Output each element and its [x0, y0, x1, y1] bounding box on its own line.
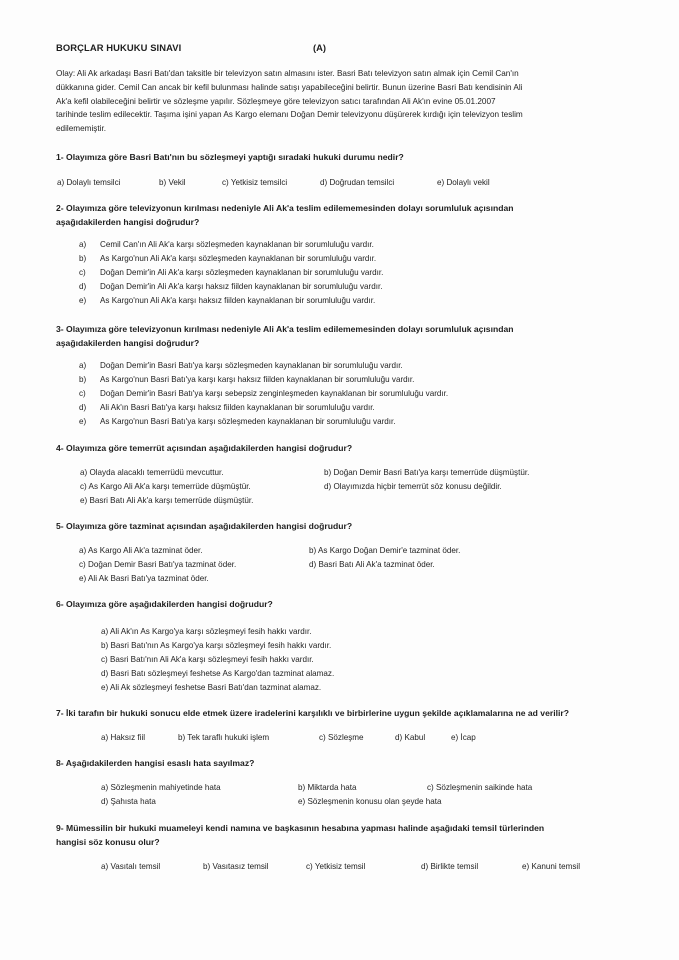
option-text: Ali Ak'ın Basri Batı'ya karşı haksız fiilden kaynaklanan bir sorumluluğu vardır.	[100, 402, 375, 412]
q9-option-b[interactable]: b) Vasıtasız temsil	[203, 862, 269, 871]
q9-option-c[interactable]: c) Yetkisiz temsil	[306, 862, 366, 871]
question-2	[56, 201, 514, 229]
option-letter: d)	[79, 281, 87, 291]
question-text: hangisi söz konusu olur?	[56, 837, 160, 847]
q8-option-d[interactable]: d) Şahısta hata	[101, 797, 156, 806]
q4-option-b[interactable]: b) Doğan Demir Basri Batı'ya karşı temerrüde düşmüştür.	[324, 468, 530, 477]
option-letter: a)	[79, 361, 87, 370]
q2-option-e[interactable]	[79, 294, 383, 308]
option-text: As Kargo'nun Basri Batı'ya karşı sözleşmeden kaynaklanan bir sorumluluğu vardır.	[100, 416, 396, 426]
question-text: 1- Olayımıza göre Basri Batı'nın bu sözleşmeyi yaptığı sıradaki hukuki durumu nedir?	[56, 152, 404, 162]
option-letter: d)	[79, 402, 87, 412]
story-line: dükkanına gider. Cemil Can ancak bir kefil bulunması halinde satışı yapabileceğini belirtir. Bunun üzerine Basri Batı kendisinin Ali	[56, 82, 523, 92]
q2-option-d[interactable]	[79, 280, 383, 294]
q8-option-a[interactable]: a) Sözleşmenin mahiyetinde hata	[101, 783, 221, 792]
option-text: Cemil Can'ın Ali Ak'a karşı sözleşmeden kaynaklanan bir sorumluluğu vardır.	[100, 240, 374, 249]
question-3	[56, 322, 514, 350]
question-text: 9- Mümessilin bir hukuki muameleyi kendi namına ve başkasının hesabına yapması halinde aşağıdaki temsil türlerinden	[56, 823, 545, 833]
q7-option-d[interactable]: d) Kabul	[395, 733, 426, 742]
q2-options	[79, 238, 383, 308]
q6-option-e[interactable]: e) Ali Ak sözleşmeyi feshetse Basri Batı'dan tazminat alamaz.	[101, 682, 322, 692]
question-8	[56, 756, 254, 770]
story-line: edilememiştir.	[56, 124, 107, 134]
q5-option-d[interactable]: d) Basri Batı Ali Ak'a tazminat öder.	[309, 560, 435, 569]
question-text: 8- Aşağıdakilerden hangisi esaslı hata sayılmaz?	[56, 758, 255, 768]
question-6	[56, 597, 273, 611]
q2-option-b[interactable]	[79, 252, 383, 266]
q5-option-a[interactable]: a) As Kargo Ali Ak'a tazminat öder.	[79, 546, 203, 555]
case-story	[56, 67, 660, 136]
q8-option-e[interactable]: e) Sözleşmenin konusu olan şeyde hata	[298, 797, 442, 806]
q6-option-c[interactable]: c) Basri Batı'nın Ali Ak'a karşı sözleşmeyi fesih hakkı vardır.	[101, 654, 314, 664]
question-text: aşağıdakilerden hangisi doğrudur?	[56, 338, 200, 348]
q1-option-e[interactable]: e) Dolaylı vekil	[437, 178, 490, 187]
option-text: Doğan Demir'in Basri Batı'ya karşı sözleşmeden kaynaklanan bir sorumluluğu vardır.	[100, 361, 403, 370]
option-letter: e)	[79, 416, 87, 426]
question-7	[56, 706, 569, 720]
q5-option-e[interactable]: e) Ali Ak Basri Batı'ya tazminat öder.	[79, 574, 209, 583]
question-text: 5- Olayımıza göre tazminat açısından aşağıdakilerden hangisi doğrudur?	[56, 521, 353, 531]
option-text: As Kargo'nun Ali Ak'a karşı haksız fiilden kaynaklanan bir sorumluluğu vardır.	[100, 295, 376, 305]
q3-option-a[interactable]	[79, 359, 448, 373]
option-text: Doğan Demir'in Basri Batı'ya karşı sebepsiz zenginleşmeden kaynaklanan bir sorumluluğu vardır.	[100, 388, 449, 398]
option-text: Doğan Demir'in Ali Ak'a karşı sözleşmeden kaynaklanan bir sorumluluğu vardır.	[100, 267, 384, 277]
q7-option-b[interactable]: b) Tek taraflı hukuki işlem	[178, 733, 270, 742]
q3-option-d[interactable]	[79, 401, 448, 415]
q4-option-d[interactable]: d) Olayımızda hiçbir temerrüt söz konusu değildir.	[324, 482, 502, 491]
q5-option-b[interactable]: b) As Kargo Doğan Demir'e tazminat öder.	[309, 546, 461, 555]
q1-option-b[interactable]: b) Vekil	[159, 178, 186, 187]
q4-option-e[interactable]: e) Basri Batı Ali Ak'a karşı temerrüde düşmüştür.	[80, 496, 254, 505]
option-letter: e)	[79, 295, 87, 305]
q1-option-d[interactable]: d) Doğrudan temsilci	[320, 178, 395, 187]
q6-option-b[interactable]: b) Basri Batı'nın As Kargo'ya karşı sözleşmeyi fesih hakkı vardır.	[101, 640, 332, 650]
question-text: 3- Olayımıza göre televizyonun kırılması nedeniyle Ali Ak'a teslim edilememesinden dolayı sorumluluk açısından	[56, 324, 514, 334]
q2-option-c[interactable]	[79, 266, 383, 280]
option-letter: c)	[79, 267, 86, 277]
q4-option-c[interactable]: c) As Kargo Ali Ak'a karşı temerrüde düşmüştür.	[80, 482, 251, 491]
question-1	[56, 150, 404, 164]
q9-option-d[interactable]: d) Birlikte temsil	[421, 862, 479, 871]
q6-option-a[interactable]: a) Ali Ak'ın As Kargo'ya karşı sözleşmeyi fesih hakkı vardır.	[101, 627, 312, 636]
q3-option-e[interactable]	[79, 415, 448, 429]
q8-option-b[interactable]: b) Miktarda hata	[298, 783, 357, 792]
q7-option-c[interactable]: c) Sözleşme	[319, 733, 364, 742]
option-letter: c)	[79, 388, 86, 398]
question-5	[56, 519, 352, 533]
option-letter: a)	[79, 240, 87, 249]
story-line: tarihinde teslim edilecektir. Taşıma işini yapan As Kargo elemanı Doğan Demir televizyonu düşürerek kırdığı için televizyon teslim	[56, 110, 523, 120]
exam-variant: (A)	[313, 42, 327, 53]
q8-option-c[interactable]: c) Sözleşmenin saikinde hata	[427, 783, 533, 792]
q1-option-a[interactable]: a) Dolaylı temsilci	[57, 178, 121, 187]
question-text: 6- Olayımıza göre aşağıdakilerden hangisi doğrudur?	[56, 599, 273, 609]
q1-option-c[interactable]: c) Yetkisiz temsilci	[222, 178, 288, 187]
exam-title: BORÇLAR HUKUKU SINAVI	[56, 42, 182, 53]
q3-options	[79, 359, 448, 429]
q6-options	[101, 625, 334, 695]
q9-option-a[interactable]: a) Vasıtalı temsil	[101, 862, 161, 871]
q7-option-e[interactable]: e) İcap	[451, 733, 476, 742]
question-text: 7- İki tarafın bir hukuki sonucu elde etmek üzere iradelerini karşılıklı ve birbirlerine uygun şekilde açıklamalarına ne ad verilir?	[56, 708, 569, 718]
option-text: As Kargo'nun Basri Batı'ya karşı karşı haksız fiilden kaynaklanan bir sorumluluğu vardır.	[100, 374, 415, 384]
story-line: Ak'a kefil olabileceğini belirtir ve sözleşme yapılır. Sözleşmeye göre televizyon satıcı tarafından Ali Ak'ın evine 05.01.2007	[56, 96, 496, 106]
q4-option-a[interactable]: a) Olayda alacaklı temerrüdü mevcuttur.	[80, 468, 224, 477]
q6-option-d[interactable]: d) Basri Batı sözleşmeyi feshetse As Kargo'dan tazminat alamaz.	[101, 668, 335, 678]
q2-option-a[interactable]	[79, 238, 383, 252]
q5-option-c[interactable]: c) Doğan Demir Basri Batı'ya tazminat öder.	[79, 560, 237, 569]
q3-option-c[interactable]	[79, 387, 448, 401]
option-text: As Kargo'nun Ali Ak'a karşı sözleşmeden kaynaklanan bir sorumluluğu vardır.	[100, 253, 377, 263]
q9-option-e[interactable]: e) Kanuni temsil	[522, 862, 581, 871]
question-text: 2- Olayımıza göre televizyonun kırılması nedeniyle Ali Ak'a teslim edilememesinden dolayı sorumluluk açısından	[56, 203, 514, 213]
question-text: aşağıdakilerden hangisi doğrudur?	[56, 217, 200, 227]
q3-option-b[interactable]	[79, 373, 448, 387]
option-letter: b)	[79, 253, 87, 263]
option-text: Doğan Demir'in Ali Ak'a karşı haksız fiilden kaynaklanan bir sorumluluğu vardır.	[100, 281, 383, 291]
question-text: 4- Olayımıza göre temerrüt açısından aşağıdakilerden hangisi doğrudur?	[56, 443, 353, 453]
q7-option-a[interactable]: a) Haksız fiil	[101, 733, 146, 742]
question-9	[56, 821, 544, 849]
option-letter: b)	[79, 374, 87, 384]
question-4	[56, 441, 352, 455]
story-line: Olay: Ali Ak arkadaşı Basri Batı'dan taksitle bir televizyon satın almasını ister. Basri Batı televizyon satın almak için Cemil Can'ın	[56, 69, 519, 78]
